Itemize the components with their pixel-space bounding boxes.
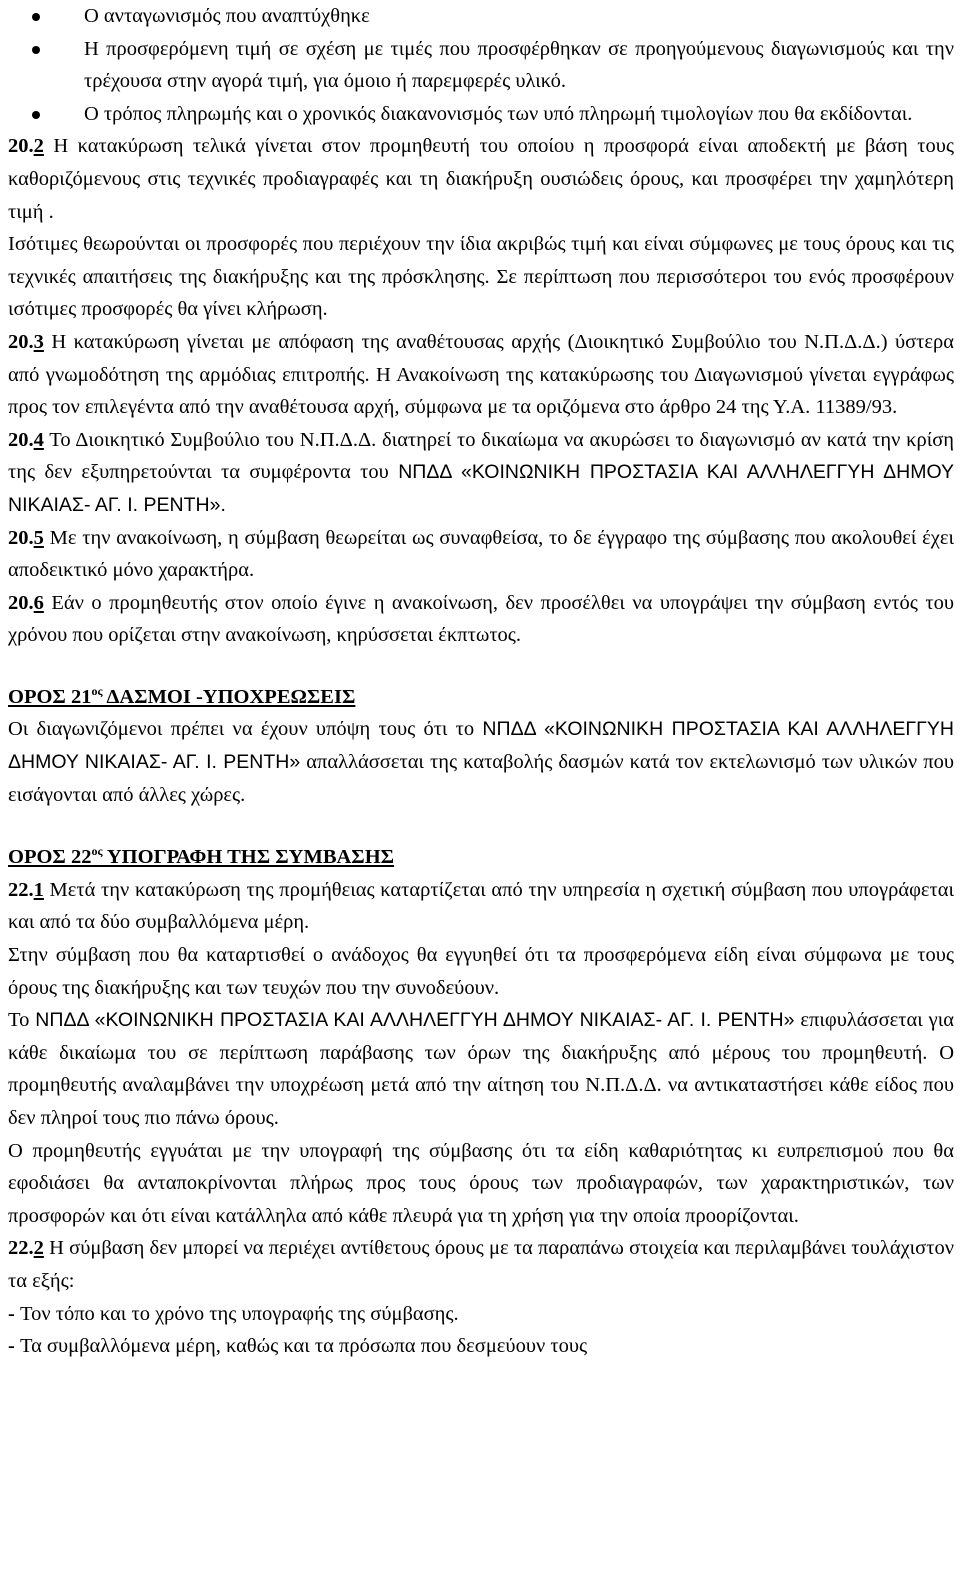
- dash-list-item: - Τον τόπο και το χρόνο της υπογραφής της σύμβασης.: [8, 1302, 459, 1325]
- section-text: Το Διοικητικό Συμβούλιο του Ν.Π.Δ.Δ. διατηρεί το δικαίωμα να ακυρώσει το διαγωνισμό αν κατά την κρίση της δεν εξυπηρετούνται τα συμφέροντα του: [8, 428, 954, 484]
- term-21-heading: ΟΡΟΣ $21^{o\varsigma}$ ΔΑΣΜΟΙ -ΥΠΟΧΡΕΩΣΕΙΣ: [8, 683, 356, 708]
- section-text: Η κατακύρωση τελικά γίνεται στον προμηθευτή του οποίου η προσφορά είναι αποδεκτή με βάση τους καθοριζόμενους στις τεχνικές προδιαγραφές και τη διακήρυξη ουσιώδεις όρους, και προσφέρει την χαμηλότερη τιμή .: [8, 135, 954, 223]
- section-20-6: [8, 587, 954, 652]
- section-22-1-rights: Το ΝΠΔΔ «ΚΟΙΝΩΝΙΚΗ ΠΡΟΣΤΑΣΙΑ ΚΑΙ ΑΛΛΗΛΕΓΓΥΗ ΔΗΜΟΥ ΝΙΚΑΙΑΣ- ΑΓ. Ι. ΡΕΝΤΗ» επιφυλάσσεται για κάθε δικαίωμα του σε περίπτωση παράβασης των όρων της διακήρυξης από μέρους του προμηθευτή. Ο προμηθευτής αναλαμβάνει την υποχρέωση μετά από την αίτηση του Ν.Π.Δ.Δ. να αντικαταστήσει κάθε είδος που δεν πληροί τους πιο πάνω όρους.: [8, 1009, 954, 1129]
- section-text: Η σύμβαση δεν μπορεί να περιέχει αντίθετους όρους με τα παραπάνω στοιχεία και περιλαμβάνει τουλάχιστον τα εξής:: [8, 1237, 954, 1292]
- criteria-bullet-list: [8, 0, 954, 130]
- spacer: [8, 811, 954, 841]
- section-20-3: [8, 326, 954, 424]
- section-number: 20.3: [8, 330, 44, 353]
- organization-name: ΝΠΔΔ «ΚΟΙΝΩΝΙΚΗ ΠΡΟΣΤΑΣΙΑ ΚΑΙ ΑΛΛΗΛΕΓΓΥΗ ΔΗΜΟΥ ΝΙΚΑΙΑΣ- ΑΓ. Ι. ΡΕΝΤΗ»: [35, 1009, 795, 1032]
- section-text: Η κατακύρωση γίνεται με απόφαση της αναθέτουσας αρχής (Διοικητικό Συμβούλιο του Ν.Π.Δ.Δ.) ύστερα από γνωμοδότηση της αρμόδιας επιτροπής. Η Ανακοίνωση της κατακύρωσης του Διαγωνισμού γίνεται εγγράφως προς τον επιλεγέντα από την αναθέτουσα αρχή, σύμφωνα με τα οριζόμενα στο άρθρο 24 της Υ.Α. 11389/93.: [8, 330, 954, 419]
- bullet-item: Ο ανταγωνισμός που αναπτύχθηκε: [84, 0, 954, 33]
- section-20-5: [8, 522, 954, 587]
- bullet-item: Η προσφερόμενη τιμή σε σχέση με τιμές που προσφέρθηκαν σε προηγούμενους διαγωνισμούς και την τρέχουσα στην αγορά τιμή, για όμοιο ή παρεμφερές υλικό.: [84, 33, 954, 98]
- bullet-item: Ο τρόπος πληρωμής και ο χρονικός διακανονισμός των υπό πληρωμή τιμολογίων που θα εκδίδονται.: [84, 98, 954, 131]
- organization-name: ΝΠΔΔ «ΚΟΙΝΩΝΙΚΗ ΠΡΟΣΤΑΣΙΑ ΚΑΙ ΑΛΛΗΛΕΓΓΥΗ ΔΗΜΟΥ ΝΙΚΑΙΑΣ- ΑΓ. Ι. ΡΕΝΤΗ»: [8, 718, 954, 774]
- section-22-1-supplier-guarantee: Ο προμηθευτής εγγυάται με την υπογραφή της σύμβασης ότι τα είδη καθαριότητας κι ευπρεπισμού που θα εφοδιάσει θα ανταποκρίνονται πλήρως προς τους όρους των προδιαγραφών, των χαρακτηριστικών, των προσφορών και ότι είναι κατάλληλα από κάθε πλευρά για τη χρήση για την οποία προορίζονται.: [8, 1139, 954, 1227]
- section-number: 22.2: [8, 1237, 44, 1260]
- section-number: 20.4: [8, 428, 44, 451]
- section-22-1: [8, 874, 954, 939]
- section-text: Με την ανακοίνωση, η σύμβαση θεωρείται ως συναφθείσα, το δε έγγραφο της σύμβασης που ακολουθεί έχει αποδεικτικό μόνο χαρακτήρα.: [8, 526, 954, 582]
- term-21-text: Οι διαγωνιζόμενοι πρέπει να έχουν υπόψη τους ότι το ΝΠΔΔ «ΚΟΙΝΩΝΙΚΗ ΠΡΟΣΤΑΣΙΑ ΚΑΙ ΑΛΛΗΛΕΓΓΥΗ ΔΗΜΟΥ ΝΙΚΑΙΑΣ- ΑΓ. Ι. ΡΕΝΤΗ» απαλλάσσεται της καταβολής δασμών κατά τον εκτελωνισμό των υλικών που εισάγονται από άλλες χώρες.: [8, 718, 954, 806]
- organization-name: ΝΠΔΔ «ΚΟΙΝΩΝΙΚΗ ΠΡΟΣΤΑΣΙΑ ΚΑΙ ΑΛΛΗΛΕΓΓΥΗ ΔΗΜΟΥ ΝΙΚΑΙΑΣ- ΑΓ. Ι. ΡΕΝΤΗ».: [8, 461, 954, 516]
- section-22-1-guarantee: Στην σύμβαση που θα καταρτισθεί ο ανάδοχος θα εγγυηθεί ότι τα προσφερόμενα είδη είναι σύμφωνα με τους όρους της διακήρυξης και των τευχών που την συνοδεύουν.: [8, 944, 954, 999]
- section-number: 22.1: [8, 878, 44, 901]
- section-number: 20.2: [8, 135, 44, 158]
- section-20-4: [8, 424, 954, 522]
- term-22-heading: ΟΡΟΣ $22^{o\varsigma}$ ΥΠΟΓΡΑΦΗ ΤΗΣ ΣΥΜΒΑΣΗΣ: [8, 844, 395, 869]
- section-20-2-equal-offers: Ισότιμες θεωρούνται οι προσφορές που περιέχουν την ίδια ακριβώς τιμή και είναι σύμφωνες με τους όρους και τις τεχνικές απαιτήσεις της διακήρυξης και της πρόσκλησης. Σε περίπτωση που περισσότεροι του ενός προσφέρουν ισότιμες προσφορές θα γίνει κλήρωση.: [8, 233, 954, 321]
- section-22-2: [8, 1232, 954, 1297]
- spacer: [8, 652, 954, 681]
- section-number: 20.6: [8, 591, 44, 614]
- dash-list-item: - Τα συμβαλλόμενα μέρη, καθώς και τα πρόσωπα που δεσμεύουν τους: [8, 1335, 588, 1358]
- section-number: 20.5: [8, 526, 44, 549]
- section-text: Μετά την κατακύρωση της προμήθειας καταρτίζεται από την υπηρεσία η σχετική σύμβαση που υπογράφεται και από τα δύο συμβαλλόμενα μέρη.: [8, 878, 954, 934]
- section-text: Εάν ο προμηθευτής στον οποίο έγινε η ανακοίνωση, δεν προσέλθει να υπογράψει την σύμβαση εντός του χρόνου που ορίζεται στην ανακοίνωση, κηρύσσεται έκπτωτος.: [8, 591, 954, 647]
- section-20-2: [8, 130, 954, 228]
